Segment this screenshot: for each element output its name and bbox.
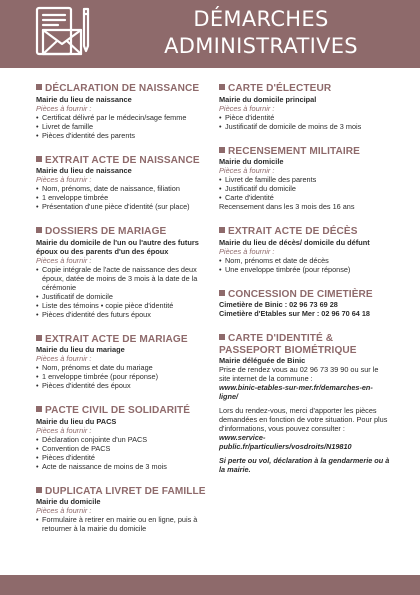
section-title: EXTRAIT ACTE DE DÉCÈS <box>219 226 391 238</box>
list-item: • Nom, prénoms et date du mariage <box>36 363 212 372</box>
section-subtitle: Mairie du domicile de l'un ou l'autre des futurs époux ou des parents d'un des époux <box>36 237 199 256</box>
section-title-line-2: PASSEPORT BIOMÉTRIQUE <box>219 344 357 356</box>
pieces-list <box>219 256 391 274</box>
service-public-link[interactable]: www.service-public.fr/particuliers/vosdroits/N19810 <box>219 433 352 451</box>
section-declaration-naissance <box>36 83 212 140</box>
square-bullet-icon <box>36 156 42 162</box>
square-bullet-icon <box>219 227 225 233</box>
commune-link[interactable]: www.binic-etables-sur-mer.fr/demarches-en-ligne/ <box>219 383 373 401</box>
list-item: • Pièces d'identité des parents <box>36 131 212 140</box>
section-recensement <box>219 146 391 212</box>
pieces-label: Pièces à fournir : <box>219 246 275 256</box>
section-title: EXTRAIT ACTE DE MARIAGE <box>36 334 212 346</box>
section-pacs <box>36 405 212 471</box>
section-extrait-naissance <box>36 155 212 212</box>
list-item: • Pièces d'identité <box>36 453 212 462</box>
list-item: • Nom, prénoms et date de décès <box>219 256 391 265</box>
section-title: CONCESSION DE CIMETIÈRE <box>219 289 391 301</box>
footer-bar <box>0 575 420 595</box>
list-item: • Justificatif de domicile de moins de 3 mois <box>219 122 391 131</box>
list-item: • Copie intégrale de l'acte de naissance des deux époux, datée de moins de 3 mois à la date de la cérémonie <box>36 265 212 292</box>
list-item: • Pièces d'identité des futurs époux <box>36 310 212 319</box>
pieces-list <box>219 113 391 131</box>
pieces-list <box>36 265 212 319</box>
list-item: • Livret de famille <box>36 122 212 131</box>
section-title: RECENSEMENT MILITAIRE <box>219 146 391 158</box>
section-title: DÉCLARATION DE NAISSANCE <box>36 83 212 95</box>
section-subtitle: Mairie du lieu du PACS <box>36 416 117 426</box>
list-item: • 1 enveloppe timbrée (pour réponse) <box>36 372 212 381</box>
list-item: • Pièce d'identité <box>219 113 391 122</box>
recensement-note: Recensement dans les 3 mois des 16 ans <box>219 202 355 211</box>
header-banner <box>0 0 420 68</box>
list-item: • Certificat délivré par le médecin/sage femme <box>36 113 212 122</box>
section-subtitle: Mairie déléguée de Binic <box>219 356 306 365</box>
list-item: • 1 enveloppe timbrée <box>36 193 212 202</box>
section-carte-identite-passeport <box>219 333 391 474</box>
pieces-label: Pièces à fournir : <box>36 506 92 515</box>
section-concession-cimetiere <box>219 289 391 319</box>
list-item: • Présentation d'une pièce d'identité (sur place) <box>36 202 212 211</box>
list-item: • Carte d'identité <box>219 193 391 202</box>
cimetiere-binic-phone: Cimetière de Binic : 02 96 73 69 28 <box>219 300 338 309</box>
square-bullet-icon <box>36 84 42 90</box>
section-title: CARTE D'ÉLECTEUR <box>219 83 391 95</box>
section-subtitle: Mairie du lieu du mariage <box>36 345 125 354</box>
list-item: • Pièces d'identité des époux <box>36 381 212 390</box>
section-subtitle: Mairie du lieu de naissance <box>36 94 132 104</box>
title-line-2: ADMINISTRATIVES <box>164 34 358 58</box>
square-bullet-icon <box>36 406 42 412</box>
square-bullet-icon <box>219 334 225 340</box>
info-text: Lors du rendez-vous, merci d'apporter les pièces demandées en fonction de votre situation. Pour plus d'informations, vous pouvez consulter : <box>219 406 388 433</box>
list-item: • Justificatif du domicile <box>219 184 391 193</box>
pieces-label: Pièces à fournir : <box>36 255 92 265</box>
section-subtitle: Mairie du lieu de naissance <box>36 166 132 175</box>
pieces-list <box>36 184 212 211</box>
list-item: • Justificatif de domicile <box>36 292 212 301</box>
section-extrait-mariage <box>36 334 212 391</box>
pieces-list <box>219 175 391 202</box>
square-bullet-icon <box>219 84 225 90</box>
pieces-label: Pièces à fournir : <box>36 175 92 184</box>
list-item: • Convention de PACS <box>36 444 212 453</box>
pieces-label: Pièces à fournir : <box>219 103 275 113</box>
section-duplicata-livret <box>36 486 212 534</box>
pieces-label: Pièces à fournir : <box>219 166 275 175</box>
list-item: • Formulaire à retirer en mairie ou en ligne, puis à retourner à la mairie du domicile <box>36 515 212 533</box>
section-carte-electeur <box>219 83 391 131</box>
section-title: EXTRAIT ACTE DE NAISSANCE <box>36 155 212 167</box>
section-title: DOSSIERS DE MARIAGE <box>36 226 212 238</box>
pieces-list <box>36 363 212 390</box>
left-column <box>36 83 212 548</box>
list-item: • Déclaration conjointe d'un PACS <box>36 435 212 444</box>
square-bullet-icon <box>219 147 225 153</box>
section-title: PACTE CIVIL DE SOLIDARITÉ <box>36 405 212 417</box>
envelope-pen-icon <box>34 6 92 58</box>
pieces-list <box>36 113 212 140</box>
section-subtitle: Mairie du domicile <box>219 157 284 166</box>
pieces-label: Pièces à fournir : <box>36 354 92 363</box>
pieces-label: Pièces à fournir : <box>36 103 92 113</box>
section-subtitle: Mairie du domicile principal <box>219 94 317 104</box>
pieces-list <box>36 435 212 471</box>
list-item: • Acte de naissance de moins de 3 mois <box>36 462 212 471</box>
pieces-label: Pièces à fournir : <box>36 425 92 435</box>
section-title: CARTE D'IDENTITÉ & <box>219 333 391 345</box>
section-dossiers-mariage <box>36 226 212 319</box>
square-bullet-icon <box>219 290 225 296</box>
square-bullet-icon <box>36 335 42 341</box>
page-title <box>108 6 414 60</box>
cimetiere-etables-phone: Cimetière d'Etables sur Mer : 02 96 70 64 18 <box>219 309 370 318</box>
section-title: DUPLICATA LIVRET DE FAMILLE <box>36 486 212 498</box>
rdv-text: Prise de rendez vous au 02 96 73 39 90 ou sur le site internet de la commune : <box>219 365 379 383</box>
title-line-1: DÉMARCHES <box>193 7 329 31</box>
list-item: • Liste des témoins • copie pièce d'identité <box>36 301 212 310</box>
pieces-list <box>36 515 212 533</box>
square-bullet-icon <box>36 487 42 493</box>
section-extrait-deces <box>219 226 391 274</box>
section-subtitle: Mairie du domicile <box>36 497 101 506</box>
section-subtitle: Mairie du lieu de décès/ domicile du défunt <box>219 237 370 247</box>
square-bullet-icon <box>36 227 42 233</box>
list-item: • Livret de famille des parents <box>219 175 391 184</box>
list-item: • Une enveloppe timbrée (pour réponse) <box>219 265 391 274</box>
perte-vol-note: Si perte ou vol, déclaration à la gendarmerie ou à la mairie. <box>219 456 390 474</box>
list-item: • Nom, prénoms, date de naissance, filiation <box>36 184 212 193</box>
right-column <box>219 83 391 489</box>
